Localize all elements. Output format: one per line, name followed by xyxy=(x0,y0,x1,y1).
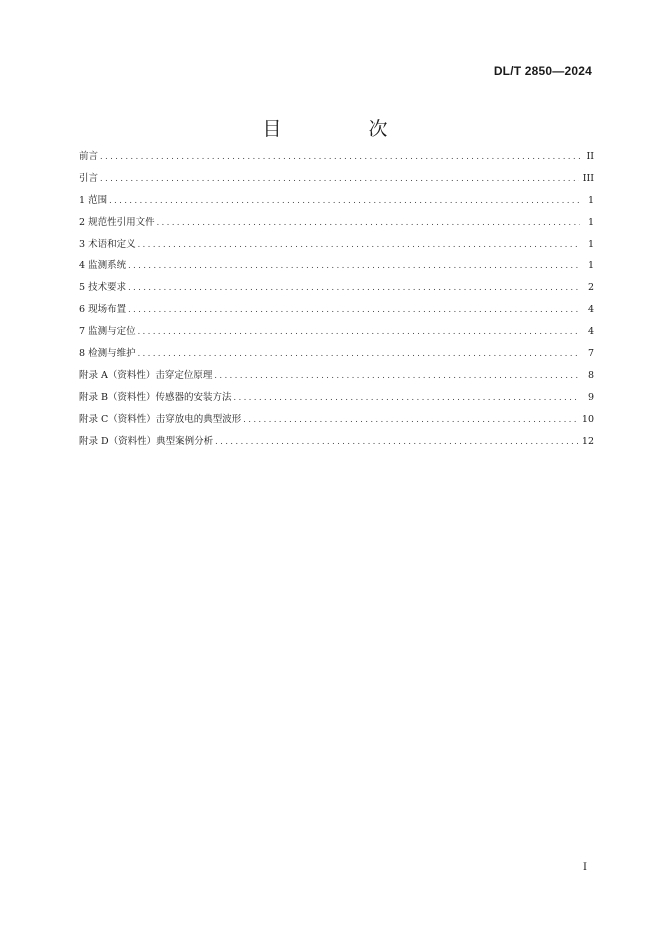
toc-entry-label: 3 术语和定义 xyxy=(79,238,136,250)
toc-entry-appendix-b[interactable] xyxy=(79,389,594,411)
toc-leader-dots xyxy=(138,239,580,250)
toc-leader-dots xyxy=(109,195,580,206)
toc-entry-page: 8 xyxy=(587,369,594,381)
toc-leader-dots xyxy=(214,370,580,381)
toc-entry-site-layout[interactable] xyxy=(79,301,594,323)
toc-entry-page: 7 xyxy=(587,348,594,360)
toc-entry-page: 12 xyxy=(581,435,594,447)
toc-entry-foreword[interactable] xyxy=(79,148,594,170)
toc-entry-page: 4 xyxy=(587,326,594,338)
toc-entry-monitoring-system[interactable] xyxy=(79,257,594,279)
toc-entry-technical-requirements[interactable] xyxy=(79,279,594,301)
toc-entry-label: 附录 B（资料性）传感器的安装方法 xyxy=(79,391,232,403)
toc-leader-dots xyxy=(128,304,580,315)
toc-entry-page: 1 xyxy=(587,238,594,250)
toc-entry-label: 6 现场布置 xyxy=(79,304,127,316)
toc-entry-label: 5 技术要求 xyxy=(79,282,127,294)
toc-entry-introduction[interactable] xyxy=(79,170,594,192)
toc-leader-dots xyxy=(138,348,580,359)
toc-entry-label: 1 范围 xyxy=(79,194,108,206)
toc-entry-inspection-maintenance[interactable] xyxy=(79,345,594,367)
toc-entry-monitoring-location[interactable] xyxy=(79,323,594,345)
toc-entry-page: 2 xyxy=(587,282,594,294)
toc-entry-page: 1 xyxy=(587,194,594,206)
toc-entry-appendix-a[interactable] xyxy=(79,367,594,389)
toc-entry-page: 9 xyxy=(587,391,594,403)
toc-leader-dots xyxy=(215,436,578,447)
toc-entry-appendix-d[interactable] xyxy=(79,433,594,455)
toc-leader-dots xyxy=(157,217,580,228)
toc-entry-label: 8 检测与维护 xyxy=(79,348,136,360)
toc-entry-terms-definitions[interactable] xyxy=(79,236,594,258)
toc-leader-dots xyxy=(100,151,580,162)
toc-entry-page: II xyxy=(586,151,594,162)
toc-entry-page: 1 xyxy=(587,216,594,228)
toc-leader-dots xyxy=(100,173,579,184)
standard-code: DL/T 2850—2024 xyxy=(493,64,592,78)
toc-entry-label: 2 规范性引用文件 xyxy=(79,216,155,228)
toc-entry-label: 前言 xyxy=(79,151,99,162)
toc-entry-appendix-c[interactable] xyxy=(79,411,594,433)
toc-entry-page: 4 xyxy=(587,304,594,316)
toc-entry-label: 7 监测与定位 xyxy=(79,326,136,338)
page-number: I xyxy=(583,862,587,873)
toc-leader-dots xyxy=(128,282,580,293)
toc-leader-dots xyxy=(234,392,580,403)
toc-leader-dots xyxy=(138,326,580,337)
toc-entry-label: 附录 D（资料性）典型案例分析 xyxy=(79,435,214,447)
toc-entry-label: 引言 xyxy=(79,172,99,184)
toc-entry-scope[interactable] xyxy=(79,192,594,214)
toc-leader-dots xyxy=(128,260,580,271)
toc-entry-normative-references[interactable] xyxy=(79,214,594,236)
table-of-contents xyxy=(79,148,594,454)
toc-entry-page: 1 xyxy=(587,260,594,272)
toc-entry-page: III xyxy=(582,172,594,184)
toc-entry-label: 附录 C（资料性）击穿放电的典型波形 xyxy=(79,413,242,425)
toc-entry-label: 4 监测系统 xyxy=(79,260,127,272)
toc-title: 目 次 xyxy=(262,118,422,140)
toc-entry-page: 10 xyxy=(581,413,594,425)
toc-leader-dots xyxy=(243,414,578,425)
toc-entry-label: 附录 A（资料性）击穿定位原理 xyxy=(79,369,213,381)
